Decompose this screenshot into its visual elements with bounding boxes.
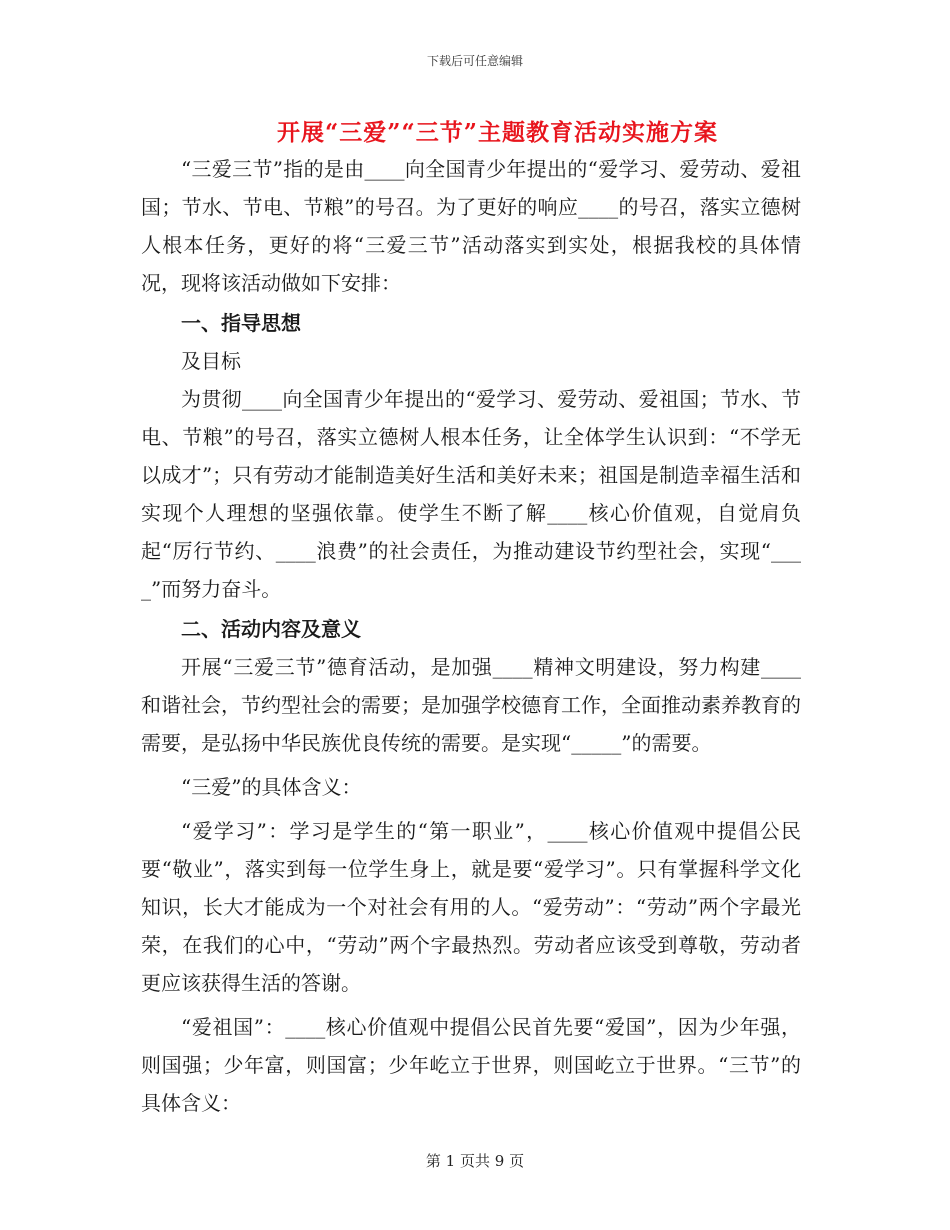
paragraph-love-learning: “爱学习”：学习是学生的“第一职业”，____核心价值观中提倡公民要“敬业”，落实到每一位学生身上，就是要“爱学习”。只有掌握科学文化知识，长大才能成为一个对社会有用的人。“爱劳动”：“劳动”两个字最光荣，在我们的心中，“劳动”两个字最热烈。劳动者应该受到尊敬，劳动者更应该获得生活的答谢。 bbox=[141, 819, 801, 995]
paragraph-intro: “三爱三节”指的是由____向全国青少年提出的“爱学习、爱劳动、爱祖国；节水、节电、节粮”的号召。为了更好的响应____的号召，落实立德树人根本任务，更好的将“三爱三节”活动落实到实处，根据我校的具体情况，现将该活动做如下安排： bbox=[141, 157, 801, 295]
document-title: 开展“三爱”“三节”主题教育活动实施方案 bbox=[277, 119, 718, 146]
section-heading-guiding-thought: 一、指导思想 bbox=[181, 311, 301, 335]
paragraph-objectives: 为贯彻____向全国青少年提出的“爱学习、爱劳动、爱祖国；节水、节电、节粮”的号召，落实立德树人根本任务，让全体学生认识到：“不学无以成才”；只有劳动才能制造美好生活和美好未来；祖国是制造幸福生活和实现个人理想的坚强依靠。使学生不断了解____核心价值观，自觉肩负起“厉行节约、____浪费”的社会责任，为推动建设节约型社会，实现“____”而努力奋斗。 bbox=[141, 387, 801, 601]
paragraph-three-loves-intro: “三爱”的具体含义： bbox=[181, 775, 362, 799]
document-body bbox=[141, 150, 801, 1122]
paragraph-love-country: “爱祖国”：____核心价值观中提倡公民首先要“爱国”，因为少年强，则国强；少年富，则国富；少年屹立于世界，则国屹立于世界。“三节”的具体含义： bbox=[141, 1015, 801, 1115]
page-header: 下载后可任意编辑 bbox=[426, 54, 523, 68]
page-footer: 第 1 页共 9 页 bbox=[425, 1152, 525, 1170]
section-heading-activity-content: 二、活动内容及意义 bbox=[181, 617, 361, 641]
paragraph-objectives-label: 及目标 bbox=[181, 349, 241, 373]
paragraph-activity-significance: 开展“三爱三节”德育活动，是加强____精神文明建设，努力构建____和谐社会，节约型社会的需要；是加强学校德育工作，全面推动素养教育的需要，是弘扬中华民族优良传统的需要。是实现“_____”的需要。 bbox=[141, 655, 801, 755]
